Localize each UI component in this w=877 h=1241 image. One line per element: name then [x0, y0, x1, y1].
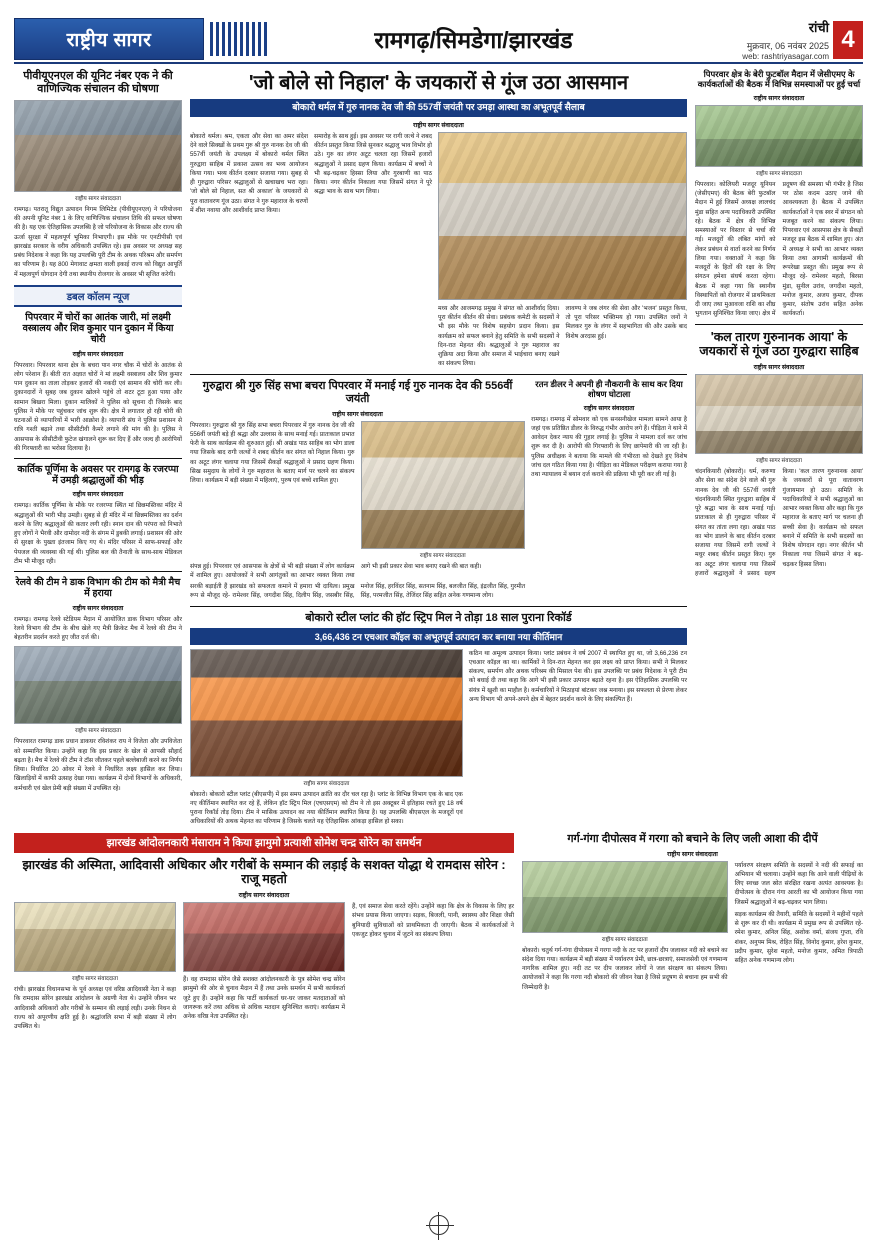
mid-left-body: पिपरवार। गुरुद्वारा श्री गुरु सिंह सभा बचरा पिपरवार में गुरु नानक देव जी की 556वीं जयंती बड़े ही श्रद्धा और उल्लास के साथ मनाई गई। प्रातःकाल प्रभात फेरी के साथ कार्यक्रम की शुरुआत हुई। श्री अखंड पाठ साहिब का भोग डाला गया जिसके बाद रागी जत्थों ने शबद कीर्तन कर संगत को निहाल किया। गुरु का अटूट लंगर चलाया गया जिसमें सैकड़ों श्रद्धालुओं ने प्रसाद ग्रहण किया। सिख समुदाय के लोगों ने गुरु महाराज के बताए मार्ग पर चलने का संकल्प लिया। कार्यक्रम में बड़ी संख्या में महिलाएं, पुरुष एवं बच्चे शामिल हुए।: [190, 421, 355, 485]
right-story3-body: बोकारो। चतुर्थ गर्ग-गंगा दीपोत्सव में गरगा नदी के तट पर हजारों दीप जलाकर नदी को बचाने का संदेश दिया गया। कार्यक्रम में बड़ी संख्या में पर्यावरण प्रेमी, छात्र-छात्राएं, समाजसेवी एवं गणमान्य नागरिक शामिल हुए। नदी तट पर दीप जलाकर लोगों ने जल संरक्षण का संकल्प लिया। आयोजकों ने कहा कि गरगा नदी बोकारो की जीवन रेखा है जिसे प्रदूषण से बचाना हम सभी की जिम्मेदारी है।: [522, 946, 728, 991]
right-story3-byline: राष्ट्रीय सागर संवाददाता: [667, 850, 718, 858]
bottom-photo-1: [14, 902, 176, 972]
website-url: web: rashtriyasagar.com: [742, 51, 829, 61]
right-story3-body2: पर्यावरण संरक्षण समिति के सदस्यों ने नदी की सफाई का अभियान भी चलाया। उन्होंने कहा कि आने वाली पीढ़ियों के लिए स्वच्छ जल स्रोत संरक्षित रखना अत्यंत आवश्यक है। दीपोत्सव के दौरान गंगा आरती का भी आयोजन किया गया जिसमें श्रद्धालुओं ने बढ़-चढ़कर भाग लिया।: [734, 861, 863, 906]
left-story2-headline: पिपरवार में चोरों का आतंक जारी, मां लक्ष्मी वस्त्रालय और शिव कुमार पान दुकान में किया चोरी: [22, 311, 174, 346]
bokaro-subband: 3,66,436 टन एचआर कॉइल का अभूतपूर्व उत्पादन कर बनाया नया कीर्तिमान: [190, 628, 687, 645]
page-number-badge: 4: [833, 21, 863, 59]
right-story1-photo-caption: राष्ट्रीय सागर संवाददाता: [756, 170, 802, 177]
mid-right-list: सरकी बड़ाईती हैं झारखंड को सफलता कमाने में हमारा भी दायित्व। प्रमुख रूप से मौजूद रहे- रामेश्वर सिंह, जगदीश सिंह, दिलीप सिंह, जसबीर सिंह, मनोज सिंह, हरविंदर सिंह, सतनाम सिंह, बलजीत सिंह, इंद्रजीत सिंह, गुरमीत सिंह, परमजीत सिंह, तेजिंदर सिंह सहित अनेक गणमान्य लोग।: [190, 583, 526, 600]
mid-right-body: रामगढ़। रामगढ़ में सोमवार को एक सनसनीखेज मामला सामने आया है जहां एक प्रतिष्ठित डीलर के विरुद्ध गंभीर आरोप लगे हैं। पीड़िता ने थाने में आवेदन देकर न्याय की गुहार लगाई है। पुलिस ने मामला दर्ज कर जांच शुरू कर दी है। आरोपी की गिरफ्तारी के लिए छापेमारी की जा रही है। पुलिस अधीक्षक ने बताया कि मामले की गंभीरता को देखते हुए विशेष जांच दल गठित किया गया है। पीड़िता का मेडिकल परीक्षण कराया गया है तथा न्यायालय में बयान दर्ज कराने की प्रक्रिया भी पूरी कर ली गई है।: [531, 415, 687, 479]
left-story4-body2: पिपरवारत रामगढ़ डाक प्रधान डाकघर रविशंकर राय ने विजेता और उपविजेता को सम्मानित किया। उन्होंने कहा कि इस प्रकार के खेल से आपसी सौहार्द बढ़ता है। मैच में रेलवे की टीम ने टॉस जीतकर पहले बल्लेबाजी करने का निर्णय लिया। निर्धारित 20 ओवर में रेलवे ने निर्धारित लक्ष्य हासिल कर लिया। खिलाड़ियों में काफी उत्साह देखा गया। कार्यक्रम में दोनों विभागों के अधिकारी, कर्मचारी एवं खेल प्रेमी बड़ी संख्या में उपस्थित रहे।: [14, 738, 182, 792]
bokaro-story: [190, 612, 687, 827]
left-story3-byline: राष्ट्रीय सागर संवाददाता: [72, 491, 124, 499]
registration-mark: [429, 1215, 449, 1235]
lead-body-4: लावण्य ने जब लंगर की सेवा और 'भजन' प्रस्तुत किया, तो पूरा परिसर भक्तिमय हो गया। उपस्थित जनों ने मिलकर गुरु के लंगर में सहभागिता की और उसके बाद विशेष अरदास हुई।: [565, 304, 687, 340]
bottom-body2: हैं। वह रामदास सोरेन जैसे सशक्त आंदोलनकारी के पुत्र सोमेश चन्द्र सोरेन झामुमो की ओर से चुनाव मैदान में हैं तथा उनके समर्थन में सभी कार्यकर्ता जुटे हुए हैं। उन्होंने कहा कि पार्टी कार्यकर्ता घर-घर जाकर मतदाताओं को जागरूक करें तथा अधिक से अधिक मतदान सुनिश्चित कराएं। कार्यक्रम में अनेक वरिष्ठ नेता उपस्थित रहे।: [183, 976, 346, 1021]
right-story3-photo-caption: राष्ट्रीय सागर संवाददाता: [601, 936, 648, 943]
left-column: [14, 70, 182, 827]
left-story3-headline: कार्तिक पूर्णिमा के अवसर पर रामगढ़ के रजरप्पा में उमड़ी श्रद्धालुओं की भीड़: [17, 464, 179, 487]
right-story2-photo-caption: राष्ट्रीय सागर संवाददाता: [756, 458, 802, 465]
mid-row: [190, 380, 687, 601]
lead-photo: [438, 132, 687, 300]
lead-headline: 'जो बोले सो निहाल' के जयकारों से गूंज उठा आसमान: [248, 72, 629, 94]
right-story1-headline: पिपरवार क्षेत्र के बेरी फुटबॉल मैदान में जेसीएमए के कार्यकर्ताओं की बैठक में विभिन्न समस्याओं पर हुई चर्चा: [697, 69, 861, 89]
right-story1-body: पिपरवार। कोलियरी मजदूर यूनियन (जेसीएमए) की बैठक बेरी फुटबॉल मैदान में हुई जिसमें अध्यक्ष लालचंद मुंडा सहित अन्य पदाधिकारी उपस्थित रहे। बैठक में क्षेत्र की विभिन्न समस्याओं पर विस्तार से चर्चा की गई। मजदूरों की लंबित मांगों को लेकर प्रबंधन से वार्ता करने का निर्णय लिया गया। वक्ताओं ने कहा कि मजदूरों के हितों की रक्षा के लिए संगठन हमेशा संघर्ष करता रहेगा। बैठक में कहा गया कि स्थानीय विस्थापितों को रोजगार में प्राथमिकता दी जाए तथा मुआवजा राशि का शीघ्र भुगतान सुनिश्चित किया जाए। क्षेत्र में प्रदूषण की समस्या भी गंभीर है जिस पर ठोस कदम उठाए जाने की आवश्यकता है। बैठक में उपस्थित कार्यकर्ताओं ने एक स्वर में संगठन को मजबूत करने का संकल्प लिया। पिपरवार एवं आसपास क्षेत्र के सैकड़ों मजदूर इस बैठक में शामिल हुए। अंत में अध्यक्ष ने सभी का आभार व्यक्त किया तथा आगामी कार्यक्रमों की रूपरेखा प्रस्तुत की। प्रमुख रूप से मौजूद रहे- रामेश्वर महतो, बिरसा मुंडा, सुनील उरांव, जगदीश महतो, मनोज कुमार, अजय कुमार, दीपक कुमार, संतोष उरांव सहित अनेक कार्यकर्ता।: [695, 180, 863, 318]
right-story2-headline: 'कल तारण गुरुनानक आया' के जयकारों से गूंज उठा गुरुद्वारा साहिब: [699, 329, 859, 359]
bokaro-body2: कठिन था अमूल्य उत्पादन किया। प्लांट प्रबंधन ने वर्ष 2007 में स्थापित हुए था, जो 3,66,236 टन एचआर कॉइल का था। कार्मिकों ने दिन-रात मेहनत कर इस लक्ष्य को प्राप्त किया। सभी ने मिलकर संकल्प, समर्पण और अथक परिश्रम की मिसाल पेश की। इस उपलब्धि पर प्रबंध निदेशक ने पूरी टीम को बधाई दी तथा कहा कि आगे भी इसी प्रकार उत्पादन बढ़ाते रहना है। इस ऐतिहासिक उपलब्धि पर संयंत्र में खुशी का माहौल है। कर्मचारियों ने मिठाइयां बांटकर जश्न मनाया। इस सफलता से प्रेरणा लेकर अन्य विभाग भी अपने-अपने क्षेत्र में बेहतर प्रदर्शन करने के लिए संकल्पित हैं।: [468, 649, 687, 703]
mid-left-photo-caption: राष्ट्रीय सागर संवाददाता: [419, 552, 466, 559]
edition-date: मुक्रवार, 06 नवंबर 2025: [746, 40, 829, 51]
bottom-photo-2: [183, 902, 345, 972]
left-top-photo-caption: राष्ट्रीय सागर संवाददाता: [75, 195, 121, 202]
masthead: [14, 18, 863, 64]
bokaro-headline: बोकारो स्टील प्लांट की हॉट स्ट्रिप मिल ने तोड़ा 18 साल पुराना रिकॉर्ड: [305, 611, 572, 624]
bottom-headline: झारखंड की अस्मिता, आदिवासी अधिकार और गरीबों के सम्मान की लड़ाई के सशक्त योद्धा थे रामदास सोरेन : राजू महतो: [22, 857, 506, 887]
bokaro-photo-caption: राष्ट्रीय सागर संवाददाता: [303, 780, 350, 787]
mid-right-headline: रतन डीलर ने अपनी ही नौकरानी के साथ कर दिया शोषण घोटाला: [535, 378, 683, 399]
edition-city: रांची: [808, 19, 829, 35]
left-top-headline: पीवीयूएनएल की यूनिट नंबर एक ने की वाणिज्यिक संचालन की घोषणा: [23, 70, 173, 95]
left-story4-photo: [14, 646, 182, 724]
left-story4-body: रामगढ़। रामगढ़ रेलवे स्टेडियम मैदान में आयोजित डाक विभाग परिसर और रेलवे विभाग की टीम के बीच खेले गए मैत्री क्रिकेट मैच में रेलवे की टीम ने बेहतरीन प्रदर्शन करते हुए जीत दर्ज की।: [14, 615, 182, 642]
left-story3-body: रामगढ़। कार्तिक पूर्णिमा के मौके पर रजरप्पा स्थित मां छिन्नमस्तिका मंदिर में श्रद्धालुओं की भारी भीड़ उमड़ी। सुबह से ही मंदिर में मां छिन्नमस्तिका का दर्शन करने के लिए श्रद्धालुओं की कतार लगी रही। स्नान दान की परंपरा को निभाते हुए लोगों ने भैरवी और दामोदर नदी के संगम में डुबकी लगाई। प्रशासन की ओर से सुरक्षा के पुख्ता इंतजाम किए गए थे। मंदिर परिसर में साफ-सफाई और पेयजल की व्यवस्था की गई थी। पुलिस बल की तैनाती के साथ-साथ मेडिकल टीम भी मौजूद रही।: [14, 502, 182, 565]
mid-right-body2: संपन्न हुई। पिपरवार एवं आसपास के क्षेत्रों से भी बड़ी संख्या में लोग कार्यक्रम में शामिल हुए। आयोजकों ने सभी आगंतुकों का आभार व्यक्त किया तथा आगे भी इसी प्रकार सेवा भाव बनाए रखने की बात कही।: [190, 562, 482, 579]
left-story4-headline: रेलवे की टीम ने डाक विभाग की टीम को मैत्री मैच में हराया: [15, 577, 181, 600]
lead-subheadline: बोकारो थर्मल में गुरु नानक देव जी की 557वीं जयंती पर उमड़ा आस्था का अभूतपूर्व सैलाब: [190, 99, 687, 117]
masthead-right: [673, 18, 863, 60]
right-story2-byline: राष्ट्रीय सागर संवाददाता: [753, 364, 805, 372]
left-top-photo: [14, 100, 182, 192]
mid-left-headline: गुरुद्वारा श्री गुरु सिंह सभा बचरा पिपरवार में मनाई गई गुरु नानक देव की 556वीं जयंती: [202, 379, 513, 405]
bottom-photo-1-caption: राष्ट्रीय सागर संवाददाता: [72, 976, 118, 983]
mid-left-byline: राष्ट्रीय सागर संवाददाता: [332, 410, 383, 418]
double-column-news-header: डबल कॉलम न्यूज: [14, 285, 182, 307]
bottom-body3: हैं, एवं समाज सेवा करते रहेंगे। उन्होंने कहा कि क्षेत्र के विकास के लिए हर संभव प्रयास किया जाएगा। सड़क, बिजली, पानी, स्वास्थ्य और शिक्षा जैसी बुनियादी सुविधाओं को प्राथमिकता दी जाएगी। बैठक में कार्यकर्ताओं ने एकजुट होकर चुनाव में जुटने का संकल्प लिया।: [352, 903, 515, 938]
mid-left-photo: [361, 421, 526, 549]
bottom-section: [14, 833, 863, 1032]
bottom-red-band: झारखंड आंदोलनकारी मंसाराम ने किया झामुमो प्रत्याशी सोमेश चन्द्र सोरेन का समर्थन: [14, 833, 514, 853]
bokaro-body1: बोकारो। बोकारो स्टील प्लांट (बीएसपी) में इस समय उत्पादन क्रांति का दौर चल रहा है। प्लांट के विभिन्न विभाग एक के बाद एक नए कीर्तिमान स्थापित कर रहे हैं, लेकिन हॉट स्ट्रिप मिल (एचएसएम) को टीम ने तो इस अक्टूबर में इतिहास रचते हुए 18 वर्ष पुराना रिकॉर्ड तोड़ दिया। टीम ने मासिक उत्पादन का नया कीर्तिमान स्थापित किया है। यह उपलब्धि बीएसएल के मजदूरों एवं अधिकारियों की अथक मेहनत का परिणाम है जिसके चलते यह ऐतिहासिक आंकड़ा हासिल हो सका।: [190, 790, 463, 826]
right-story2-photo: [695, 374, 863, 454]
left-story2-byline: राष्ट्रीय सागर संवाददाता: [72, 350, 124, 358]
bokaro-photo: [190, 649, 463, 777]
left-story4-photo-caption: राष्ट्रीय सागर संवाददाता: [75, 728, 121, 735]
right-story3-headline: गर्ग-गंगा दीपोत्सव में गरगा को बचाने के लिए जली आशा की दीपें: [567, 832, 818, 845]
lead-story-row: [190, 132, 687, 369]
right-story1-byline: राष्ट्रीय सागर संवाददाता: [753, 94, 805, 102]
page-title: रामगढ़/सिमडेगा/झारखंड: [374, 27, 573, 53]
lead-body-2: समारोह के साथ हुई। इस अवसर पर रागी जत्थे ने शबद कीर्तन प्रस्तुत किया जिसे सुनकर श्रद्धालु भाव विभोर हो उठे। गुरु का लंगर अटूट चलता रहा जिसमें हजारों श्रद्धालुओं ने प्रसाद ग्रहण किया। कार्यक्रम में बच्चों ने भी बढ़-चढ़कर हिस्सा लिया और गुरबाणी का पाठ किया। नगर कीर्तन निकाला गया जिसमें संगत ने पूरे श्रद्धा भाव के साथ भाग लिया।: [314, 132, 432, 196]
right-story2-body: चंदनकियारी (बोकारो)। धर्म, करुणा और सेवा का संदेश देने वाले श्री गुरु नानक देव जी की 557वीं जयंती चंदनकियारी स्थित गुरुद्वारा साहिब में पूरे श्रद्धा भाव के साथ मनाई गई। प्रातःकाल से ही गुरुद्वारा परिसर में संगत का तांता लगा रहा। अखंड पाठ का भोग डालने के बाद कीर्तन दरबार सजाया गया जिसमें रागी जत्थों ने मधुर शबद कीर्तन प्रस्तुत किए। गुरु का अटूट लंगर चलाया गया जिसमें हजारों श्रद्धालुओं ने प्रसाद ग्रहण किया। 'कल तारण गुरुनानक आया' के जयकारों से पूरा वातावरण गुंजायमान हो उठा। समिति के पदाधिकारियों ने सभी श्रद्धालुओं का आभार व्यक्त किया और कहा कि गुरु महाराज के बताए मार्ग पर चलना ही सच्ची सेवा है। कार्यक्रम को सफल बनाने में समिति के सभी सदस्यों का विशेष योगदान रहा। नगर कीर्तन भी निकाला गया जिसमें संगत ने बढ़-चढ़कर हिस्सा लिया।: [695, 468, 863, 577]
center-column: [190, 70, 687, 827]
bottom-body1: रांची। झारखंड विधानसभा के पूर्व अध्यक्ष एवं वरिष्ठ आदिवासी नेता ने कहा कि रामदास सोरेन झारखंड आंदोलन के अग्रणी नेता थे। उन्होंने जीवन भर आदिवासी अधिकारों और गरीबों के सम्मान की लड़ाई लड़ी। उनके निधन से राज्य को अपूरणीय क्षति हुई है। श्रद्धांजलि सभा में बड़ी संख्या में लोग उपस्थित थे।: [14, 986, 177, 1031]
right-story3-body3: सड़क कार्यक्रम की तैयारी, समिति के सदस्यों ने महीनों पहले से शुरू कर दी थी। कार्यक्रम में प्रमुख रूप से उपस्थित रहे- रमेश कुमार, अनिल सिंह, अशोक वर्मा, संजय गुप्ता, रवि शंकर, अनुपम मिश्र, रोहित सिंह, विनोद कुमार, हरेश कुमार, प्रदीप कुमार, सुरेश महतो, मनोज कुमार, अमित त्रिपाठी सहित अनेक गणमान्य लोग।: [734, 910, 863, 965]
left-top-body: रामगढ़। पतरातू विद्युत उत्पादन निगम लिमिटेड (पीवीयूएनएल) ने परियोजना की अपनी यूनिट नंबर 1 के लिए वाणिज्यिक संचालन तिथि की सफल घोषणा की है। यह एक ऐतिहासिक उपलब्धि है जो परियोजना के विकास और राज्य की ऊर्जा सुरक्षा में महत्वपूर्ण भूमिका निभाएगी। इस मौके पर एनटीपीसी एवं झारखंड सरकार के वरीय अधिकारी उपस्थित रहे। इस अवसर पर अध्यक्ष सह प्रबंध निदेशक ने कहा कि यह उपलब्धि पूरी टीम के अथक परिश्रम और समर्पण का परिणाम है। यह 800 मेगावाट क्षमता वाली इकाई राज्य को विद्युत आपूर्ति में महत्वपूर्ण योगदान देगी तथा स्थानीय रोजगार के अवसर भी सृजित करेगी।: [14, 205, 182, 278]
lead-body-1: बोकारो थर्मल। श्रम, एकता और सेवा का अमर संदेश देने वाले सिक्खों के प्रथम गुरु श्री गुरु नानक देव जी की 557वीं जयंती के उपलक्ष्य में बोकारो थर्मल स्थित गुरुद्वारा साहिब में प्रकाश उत्सव का भव्य आयोजन किया गया। भव्य कीर्तन दरबार सजाया गया। सुबह से ही गुरुद्वारा परिसर श्रद्धालुओं से खचाखच भरा रहा। 'जो बोले सो निहाल, सत श्री अकाल' के जयकारों से पूरा वातावरण गूंज उठा। संगत ने गुरु महाराज के चरणों में शीश नवाया और आशीर्वाद प्राप्त किया।: [190, 132, 308, 214]
left-story2-body: पिपरवार। पिपरवार थाना क्षेत्र के बचरा पान नगर चौक में चोरों के आतंक से लोग परेशान हैं। बीती रात अज्ञात चोरों ने मां लक्ष्मी वस्त्रालय और शिव कुमार पान दुकान का ताला तोड़कर हजारों की नकदी एवं सामान की चोरी कर ली। दुकानदारों ने सुबह जब दुकान खोलने पहुंचे तो शटर टूटा हुआ पाया और सामान बिखरा मिला। दुकान मालिकों ने पुलिस को सूचना दी जिसके बाद पुलिस ने मौके पर पहुंचकर जांच शुरू की। क्षेत्र में लगातार हो रही चोरी की घटनाओं से व्यापारियों में भारी आक्रोश है। व्यापारी संघ ने पुलिस प्रशासन से रात्रि गश्ती बढ़ाने तथा सीसीटीवी कैमरे लगाने की मांग की है। पुलिस ने आसपास के सीसीटीवी फुटेज खंगालने शुरू कर दिए हैं और जल्द ही आरोपियों की गिरफ्तारी का भरोसा दिलाया है।: [14, 361, 182, 452]
page-columns: [14, 70, 863, 827]
lead-body-3: मध्य और आजमगढ़ प्रमुख ने संगत को आशीर्वाद दिया। पूरा कीर्तन कीर्तन की सेवा। प्रबंधक कमेटी के सदस्यों ने भी इस मौके पर विशेष सहयोग प्रदान किया। इस कार्यक्रम को सफल बनाने हेतु समिति के सभी सदस्यों ने दिन-रात मेहनत की। श्रद्धालुओं ने गुरु महाराज का शुक्रिया अदा किया और समाज में भाईचारा बनाए रखने का संकल्प लिया।: [438, 304, 560, 368]
newspaper-logo: राष्ट्रीय सागर: [14, 18, 204, 60]
bottom-byline: राष्ट्रीय सागर संवाददाता: [238, 892, 290, 900]
masthead-bars-decoration: [210, 22, 268, 56]
lead-byline: राष्ट्रीय सागर संवाददाता: [413, 121, 464, 129]
left-story4-byline: राष्ट्रीय सागर संवाददाता: [72, 604, 124, 612]
mid-right-byline: राष्ट्रीय सागर संवाददाता: [583, 404, 635, 412]
right-column: [695, 70, 863, 827]
right-story3-photo: [522, 861, 728, 933]
right-story1-photo: [695, 105, 863, 167]
